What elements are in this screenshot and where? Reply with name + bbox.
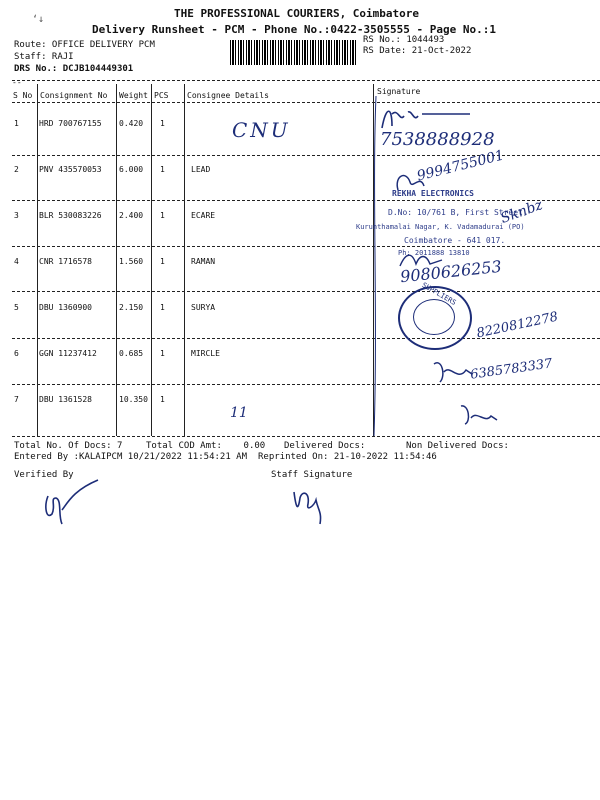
row-pcs: 1 (160, 257, 165, 266)
verified-by-label: Verified By (14, 470, 74, 480)
row-weight: 10.350 (119, 395, 148, 404)
separator-dots: -- (12, 78, 22, 87)
col-consignment: Consignment No (40, 91, 108, 100)
rs-date: RS Date: 21-Oct-2022 (363, 46, 472, 56)
corner-mark: ʻ↓ (32, 14, 45, 25)
row-weight: 0.685 (119, 349, 144, 358)
entered-by: Entered By :KALAIPCM 10/21/2022 11:54:21 AM (14, 452, 247, 462)
row-consignee: RAMAN (191, 257, 216, 266)
row-pcs: 1 (160, 119, 165, 128)
column-header-rule (12, 102, 600, 103)
drs-number: DRS No.: DCJB104449301 (14, 64, 134, 74)
row-consignment: DBU 1361528 (39, 395, 92, 404)
row-consignment: HRD 700767155 (39, 119, 102, 128)
row-pcs: 1 (160, 395, 165, 404)
ink-line (366, 92, 382, 440)
row-weight: 0.420 (119, 119, 144, 128)
row-weight: 2.400 (119, 211, 144, 220)
signature-mark (430, 356, 474, 386)
row-consignment: BLR 530083226 (39, 211, 102, 220)
route-label: Route: OFFICE DELIVERY PCM (14, 40, 155, 50)
company-title: THE PROFESSIONAL COURIERS, Coimbatore (174, 7, 420, 20)
total-docs: Total No. Of Docs: 7 (14, 441, 123, 451)
row-separator (12, 384, 600, 385)
row-separator (12, 200, 600, 201)
row-sno: 4 (14, 257, 19, 266)
handwritten-code: Sknbz (498, 197, 545, 227)
row-pcs: 1 (160, 303, 165, 312)
row-separator (12, 291, 600, 292)
staff-signature-label: Staff Signature (271, 470, 353, 480)
col-weight: Weight (119, 91, 148, 100)
header-separator (12, 80, 600, 81)
row-weight: 1.560 (119, 257, 144, 266)
row-pcs: 1 (160, 211, 165, 220)
stamp-name: REKHA ELECTRONICS (392, 189, 474, 198)
handwritten-phone: 9994755001 (415, 147, 506, 185)
row-sno: 7 (14, 395, 19, 404)
row-consignee: LEAD (191, 165, 211, 174)
stamp-line: Kurunthamalai Nagar, K. Vadamadurai (PO) (356, 223, 525, 231)
row-consignee: ECARE (191, 211, 216, 220)
col-signature: Signature (377, 87, 421, 96)
row-sno: 3 (14, 211, 19, 220)
non-delivered-docs: Non Delivered Docs: (406, 441, 509, 451)
handwritten-phone: 7538888928 (380, 129, 495, 150)
table-bottom-rule (12, 436, 600, 437)
runsheet-subtitle: Delivery Runsheet - PCM - Phone No.:0422-3505555 - Page No.:1 (92, 23, 496, 36)
row-sno: 6 (14, 349, 19, 358)
row-consignee: MIRCLE (191, 349, 220, 358)
row-sno: 1 (14, 119, 19, 128)
col-sno: S No (13, 91, 33, 100)
delivered-docs: Delivered Docs: (284, 441, 366, 451)
row-sno: 2 (14, 165, 19, 174)
row-consignment: CNR 1716578 (39, 257, 92, 266)
row-separator (12, 246, 600, 247)
handwritten-mark: 11 (230, 405, 248, 421)
row-consignment: DBU 1360900 (39, 303, 92, 312)
row-separator (12, 155, 600, 156)
row-consignment: GGN 11237412 (39, 349, 97, 358)
row-pcs: 1 (160, 349, 165, 358)
row-sno: 5 (14, 303, 19, 312)
handwritten-consignee: CNU (232, 118, 291, 142)
row-consignment: PNV 435570053 (39, 165, 102, 174)
col-pcs: PCS (154, 91, 169, 100)
handwritten-phone: 8220812278 (475, 309, 560, 342)
staff-signature (290, 482, 340, 532)
stamp-line: Ph: 2011888 13810 (398, 249, 470, 257)
total-cod: Total COD Amt: 0.00 (146, 441, 266, 451)
row-separator (12, 338, 600, 339)
round-stamp-text: SUPPLIERS (420, 281, 458, 307)
row-pcs: 1 (160, 165, 165, 174)
row-consignee: SURYA (191, 303, 216, 312)
staff-label: Staff: RAJI (14, 52, 74, 62)
rs-number: RS No.: 1044493 (363, 35, 445, 45)
col-consignee: Consignee Details (187, 91, 269, 100)
stamp-line: Coimbatore - 641 017. (404, 236, 506, 245)
verified-signature (40, 476, 110, 538)
row-weight: 2.150 (119, 303, 144, 312)
stamp-line: D.No: 10/761 B, First Street, (388, 208, 528, 217)
barcode-image (230, 40, 356, 65)
signature-mark (396, 250, 446, 270)
row-weight: 6.000 (119, 165, 144, 174)
signature-mark (455, 400, 499, 430)
reprinted-on: Reprinted On: 21-10-2022 11:54:46 (258, 452, 437, 462)
handwritten-phone: 6385783337 (469, 356, 554, 383)
handwritten-phone: 9080626253 (399, 256, 503, 287)
